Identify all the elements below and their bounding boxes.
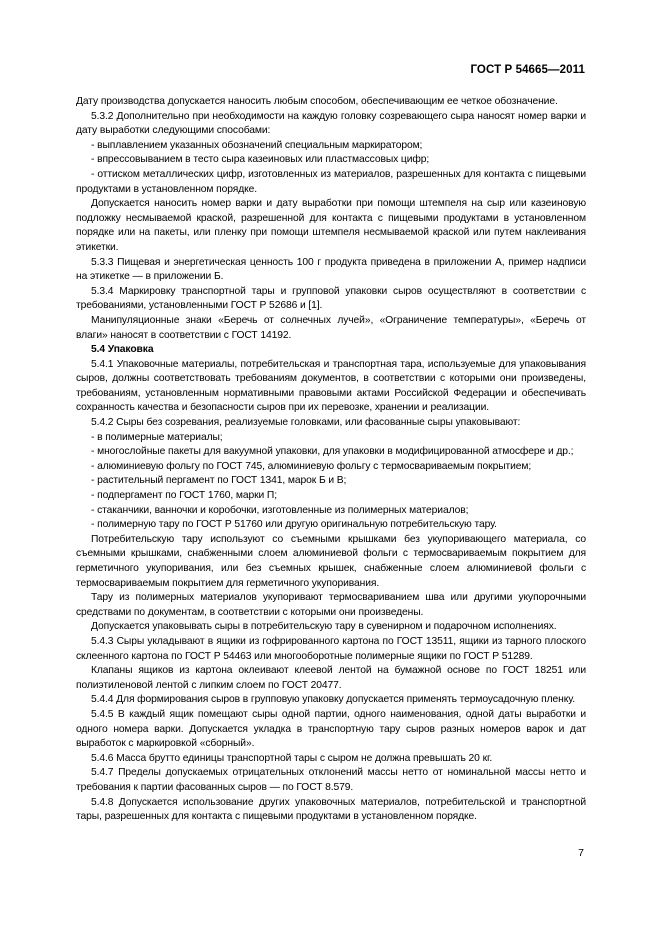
list-item: - растительный пергамент по ГОСТ 1341, марок Б и В;: [91, 475, 347, 487]
paragraph: 5.3.2 Дополнительно при необходимости на каждую головку созревающего сыра наносят номер варки и дату выработки следующими способами:: [76, 110, 586, 137]
paragraph: 5.4.2 Сыры без созревания, реализуемые головками, или фасованные сыры упаковывают:: [91, 417, 521, 429]
paragraph: 5.4.3 Сыры укладывают в ящики из гофрированного картона по ГОСТ 13511, ящики из тарного плоского склеенного картона по ГОСТ Р 54463 или многооборотные полимерные ящики по ГОСТ Р 51289.: [76, 635, 586, 662]
list-item: - полимерную тару по ГОСТ Р 51760 или другую оригинальную потребительскую тару.: [91, 519, 497, 531]
paragraph: [76, 95, 586, 110]
paragraph: 5.4.1 Упаковочные материалы, потребительская и транспортная тара, используемые для упаковывания сыров, должны соответствовать требованиям документов, в соответствии с которыми они произведены, требованиям, установленным нормативными правовыми актами Российской Федерации и обеспечивать сохранность качества и безопасности сыров при их перевозке, хранении и реализации.: [76, 358, 586, 414]
paragraph: 5.4.6 Масса брутто единицы транспортной тары с сыром не должна превышать 20 кг.: [91, 752, 493, 764]
page-number: 7: [578, 847, 584, 859]
paragraph: 5.4.7 Пределы допускаемых отрицательных отклонений массы нетто от номинальной массы нетто и требования к партии фасованных сыров — по ГОСТ 8.579.: [76, 767, 586, 793]
list-item: - подпергамент по ГОСТ 1760, марки П;: [91, 490, 277, 502]
list-item: - впрессовыванием в тесто сыра казеиновых или пластмассовых цифр;: [91, 154, 430, 166]
paragraph: 5.3.4 Маркировку транспортной тары и групповой упаковки сыров осуществляют в соответствии с требованиями, установленными ГОСТ Р 52686 и [1].: [76, 285, 586, 312]
paragraph: 5.4.8 Допускается использование других упаковочных материалов, потребительской и транспортной тары, разрешенных для контакта с пищевыми продуктами в установленном порядке.: [76, 796, 586, 823]
list-item: - многослойные пакеты для вакуумной упаковки, для упаковки в модифицированной атмосфере и др.;: [91, 446, 574, 458]
section-heading: 5.4 Упаковка: [91, 344, 154, 356]
standard-header: ГОСТ Р 54665—2011: [470, 64, 585, 76]
list-item: - оттиском металлических цифр, изготовленных из материалов, разрешенных для контакта с пищевыми продуктами в установленном порядке.: [76, 168, 586, 195]
list-item: - в полимерные материалы;: [91, 431, 223, 443]
paragraph: Тару из полимерных материалов укупоривают термосвариванием шва или другими укупорочными средствами по документам, в соответствии с которыми они произведены.: [76, 592, 586, 618]
list-item: - алюминиевую фольгу по ГОСТ 745, алюминиевую фольгу с термосвариваемым покрытием;: [91, 460, 532, 472]
paragraph: Манипуляционные знаки «Беречь от солнечных лучей», «Ограничение температуры», «Беречь от влаги» наносят в соответствии с ГОСТ 14192.: [76, 314, 586, 341]
paragraph: 5.4.5 В каждый ящик помещают сыры одной партии, одного наименования, одной даты выработки и одного номера варки. Допускается укладка в транспортную тару сыров разных номеров варок и дат выработок с маркировкой «сборный».: [76, 708, 586, 750]
paragraph: Допускается упаковывать сыры в потребительскую тару в сувенирном и подарочном исполнениях.: [91, 621, 557, 633]
paragraph: Клапаны ящиков из картона оклеивают клеевой лентой на бумажной основе по ГОСТ 18251 или полиэтиленовой лентой с липким слоем по ГОСТ 20477.: [76, 665, 586, 691]
paragraph: 5.3.3 Пищевая и энергетическая ценность 100 г продукта приведена в приложении А, пример надписи на этикетке — в приложении Б.: [76, 256, 586, 283]
list-item: - выплавлением указанных обозначений специальным маркиратором;: [91, 139, 423, 151]
paragraph: Допускается наносить номер варки и дату выработки при помощи штемпеля на сыр или казеиновую подложку несмываемой краской, разрешенной для контакта с пищевыми продуктами в установленном порядке или на пакеты, или пленку при помощи штемпеля несмываемой краской или путем наклеивания этикетки.: [76, 198, 586, 253]
paragraph: Потребительскую тару используют со съемными крышками без укупоривающего материала, со съемными крышками, снабженными слоем алюминиевой фольги с термосвариваемым покрытием для герметичного укупоривания, или без съемных крышек, снабженные слоем алюминиевой фольги с термосвариваемым покрытием для герметичного укупоривания.: [76, 533, 586, 589]
paragraph-text: Дату производства допускается наносить любым способом, обеспечивающим ее четкое обозначение.: [76, 96, 558, 107]
document-body: [76, 95, 586, 825]
paragraph: 5.4.4 Для формирования сыров в групповую упаковку допускается применять термоусадочную пленку.: [91, 694, 576, 706]
list-item: - стаканчики, ванночки и коробочки, изготовленные из полимерных материалов;: [91, 504, 469, 516]
